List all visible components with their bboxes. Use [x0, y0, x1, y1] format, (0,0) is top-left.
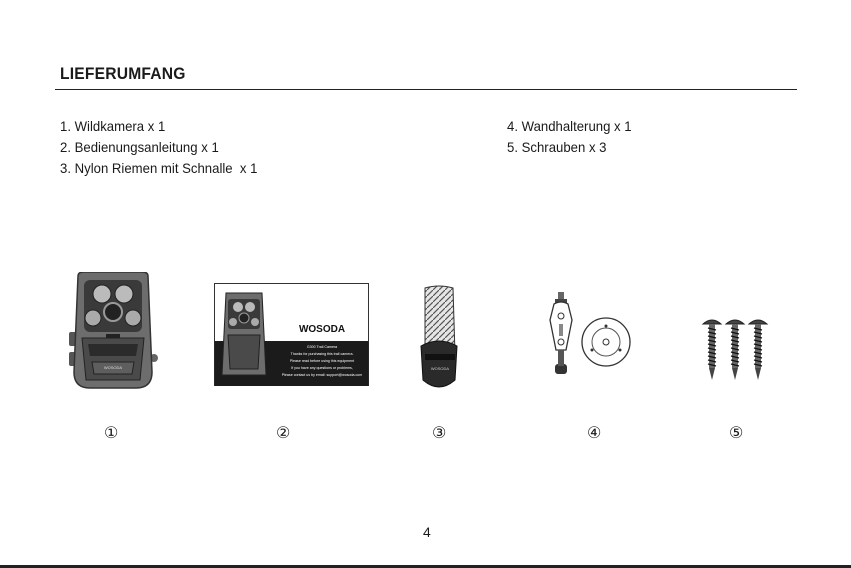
contents-list-right: [507, 116, 640, 158]
figure-number: ③: [432, 423, 447, 442]
title-divider: [55, 89, 797, 90]
list-item: 2. Bedienungsanleitung x 1: [60, 139, 219, 155]
figure-number: ④: [587, 423, 602, 442]
screws-image: [700, 318, 770, 384]
camera-brand-label: WOSODA: [103, 365, 123, 370]
trail-camera-image: [66, 272, 160, 392]
manual-text-line: Please contact us by email: support@wosoda.com: [281, 373, 363, 377]
figure-number: ⑤: [729, 423, 744, 442]
manual-text-line: If you have any questions or problems,: [291, 366, 353, 370]
nylon-strap-image: [415, 284, 465, 394]
page-title: LIEFERUMFANG: [60, 64, 186, 83]
page-number: 4: [423, 524, 431, 540]
wall-mount-image: [546, 290, 632, 386]
manual-image: [214, 283, 370, 387]
manual-text-line: Please read before using this equipment: [289, 359, 355, 363]
manual-text-line: Thanks for purchasing this trail camera.: [290, 352, 354, 356]
contents-list-left: [60, 116, 270, 179]
list-item: 5. Schrauben x 3: [507, 139, 607, 155]
list-item: 3. Nylon Riemen mit Schnalle x 1: [60, 160, 258, 176]
list-item: 4. Wandhalterung x 1: [507, 118, 632, 134]
manual-text-line: G300 Trail Camera: [306, 345, 338, 349]
strap-brand-label: WOSODA: [430, 366, 450, 371]
figure-number: ①: [104, 423, 119, 442]
manual-brand: WOSODA: [298, 324, 346, 335]
list-item: 1. Wildkamera x 1: [60, 118, 166, 134]
figure-number: ②: [276, 423, 291, 442]
